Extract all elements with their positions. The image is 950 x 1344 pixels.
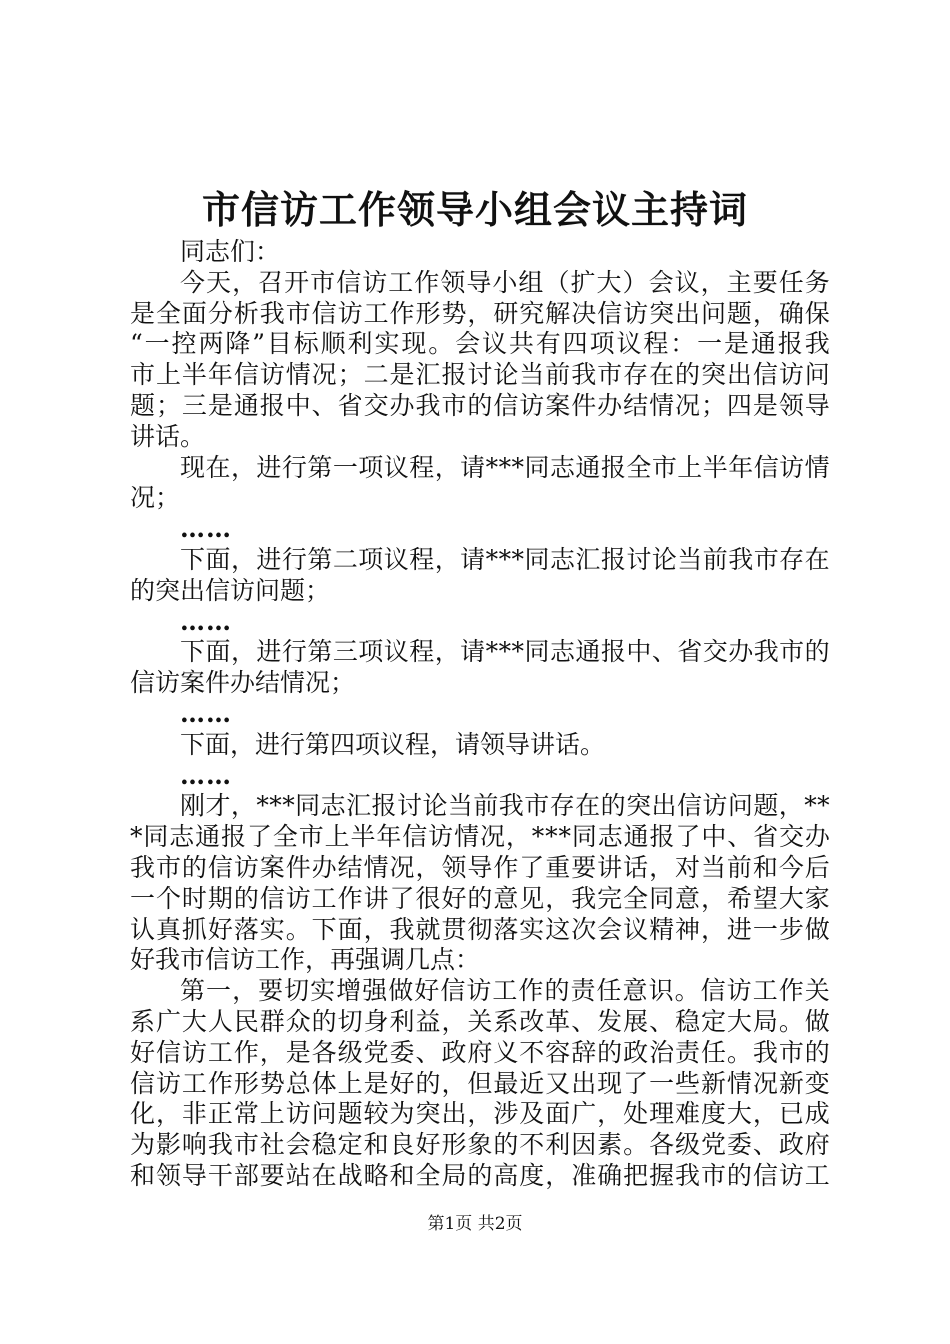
text-line: 下面，进行第四项议程，请领导讲话。	[180, 729, 606, 759]
text-line: 第 一 ， 要 切 实 增 强 做 好 信 访 工 作 的 责 任 意 识 。 信 访 工 作 关	[180, 976, 830, 1006]
text-line: 认 真 抓 好 落 实 。 下 面 ， 我 就 贯 彻 落 实 这 次 会 议 精 神 ， 进 一 步 做	[130, 914, 830, 944]
ellipsis-line: ……	[180, 698, 232, 728]
text-line: 讲话。	[130, 421, 206, 451]
text-line: 现 在 ， 进 行 第 一 项 议 程 ， 请 * * * 同 志 通 报 全 市 上 半 年 信 访 情	[180, 452, 830, 482]
text-line: 好 信 访 工 作 ， 是 各 级 党 委 、 政 府 义 不 容 辞 的 政 治 责 任 。 我 市 的	[130, 1037, 830, 1067]
text-line: 况；	[130, 483, 181, 513]
text-line: 同志们：	[180, 237, 281, 266]
text-line: “ 一 控 两 降 ” 目 标 顺 利 实 现 。 会 议 共 有 四 项 议 程 ： 一 是 通 报 我	[130, 329, 830, 359]
text-line: 下 面 ， 进 行 第 二 项 议 程 ， 请 * * * 同 志 汇 报 讨 论 当 前 我 市 存 在	[180, 544, 830, 574]
text-line: 和 领 导 干 部 要 站 在 战 略 和 全 局 的 高 度 ， 准 确 把 握 我 市 的 信 访 工	[130, 1160, 830, 1190]
text-line: 是 全 面 分 析 我 市 信 访 工 作 形 势 ， 研 究 解 决 信 访 突 出 问 题 ， 确 保	[130, 298, 830, 328]
text-line: 信 访 工 作 形 势 总 体 上 是 好 的 ， 但 最 近 又 出 现 了 一 些 新 情 况 新 变	[130, 1068, 830, 1098]
text-line: 题 ； 三 是 通 报 中 、 省 交 办 我 市 的 信 访 案 件 办 结 情 况 ； 四 是 领 导	[130, 390, 830, 420]
text-line: 信访案件办结情况；	[130, 668, 356, 698]
text-line: 为 影 响 我 市 社 会 稳 定 和 良 好 形 象 的 不 利 因 素 。 各 级 党 委 、 政 府	[130, 1130, 830, 1160]
text-line: 今 天 ， 召 开 市 信 访 工 作 领 导 小 组 （ 扩 大 ） 会 议 ， 主 要 任 务	[180, 267, 830, 297]
text-line: 化 ， 非 正 常 上 访 问 题 较 为 突 出 ， 涉 及 面 广 ， 处 理 难 度 大 ， 已 成	[130, 1099, 830, 1129]
text-line: 的突出信访问题；	[130, 575, 331, 605]
text-line: 好我市信访工作，再强调几点：	[130, 945, 481, 975]
ellipsis-line: ……	[180, 760, 232, 790]
page-footer: 第1页 共2页	[427, 1214, 523, 1234]
text-line: 我 市 的 信 访 案 件 办 结 情 况 ， 领 导 作 了 重 要 讲 话 ， 对 当 前 和 今 后	[130, 852, 830, 882]
document-title: 市信访工作领导小组会议主持词	[201, 187, 748, 232]
ellipsis-line: ……	[180, 606, 232, 636]
text-line: 下 面 ， 进 行 第 三 项 议 程 ， 请 * * * 同 志 通 报 中 、 省 交 办 我 市 的	[180, 637, 830, 667]
document-body	[130, 237, 830, 1192]
text-line: 系 广 大 人 民 群 众 的 切 身 利 益 ， 关 系 改 革 、 发 展 、 稳 定 大 局 。 做	[130, 1006, 830, 1036]
ellipsis-line: ……	[180, 514, 232, 544]
text-line: * 同 志 通 报 了 全 市 上 半 年 信 访 情 况 ， * * * 同 志 通 报 了 中 、 省 交 办	[130, 822, 830, 852]
text-line: 市 上 半 年 信 访 情 况 ； 二 是 汇 报 讨 论 当 前 我 市 存 在 的 突 出 信 访 问	[130, 360, 830, 390]
text-line: 刚 才 ， * * * 同 志 汇 报 讨 论 当 前 我 市 存 在 的 突 出 信 访 问 题 ， * *	[180, 791, 830, 821]
text-line: 一 个 时 期 的 信 访 工 作 讲 了 很 好 的 意 见 ， 我 完 全 同 意 ， 希 望 大 家	[130, 883, 830, 913]
